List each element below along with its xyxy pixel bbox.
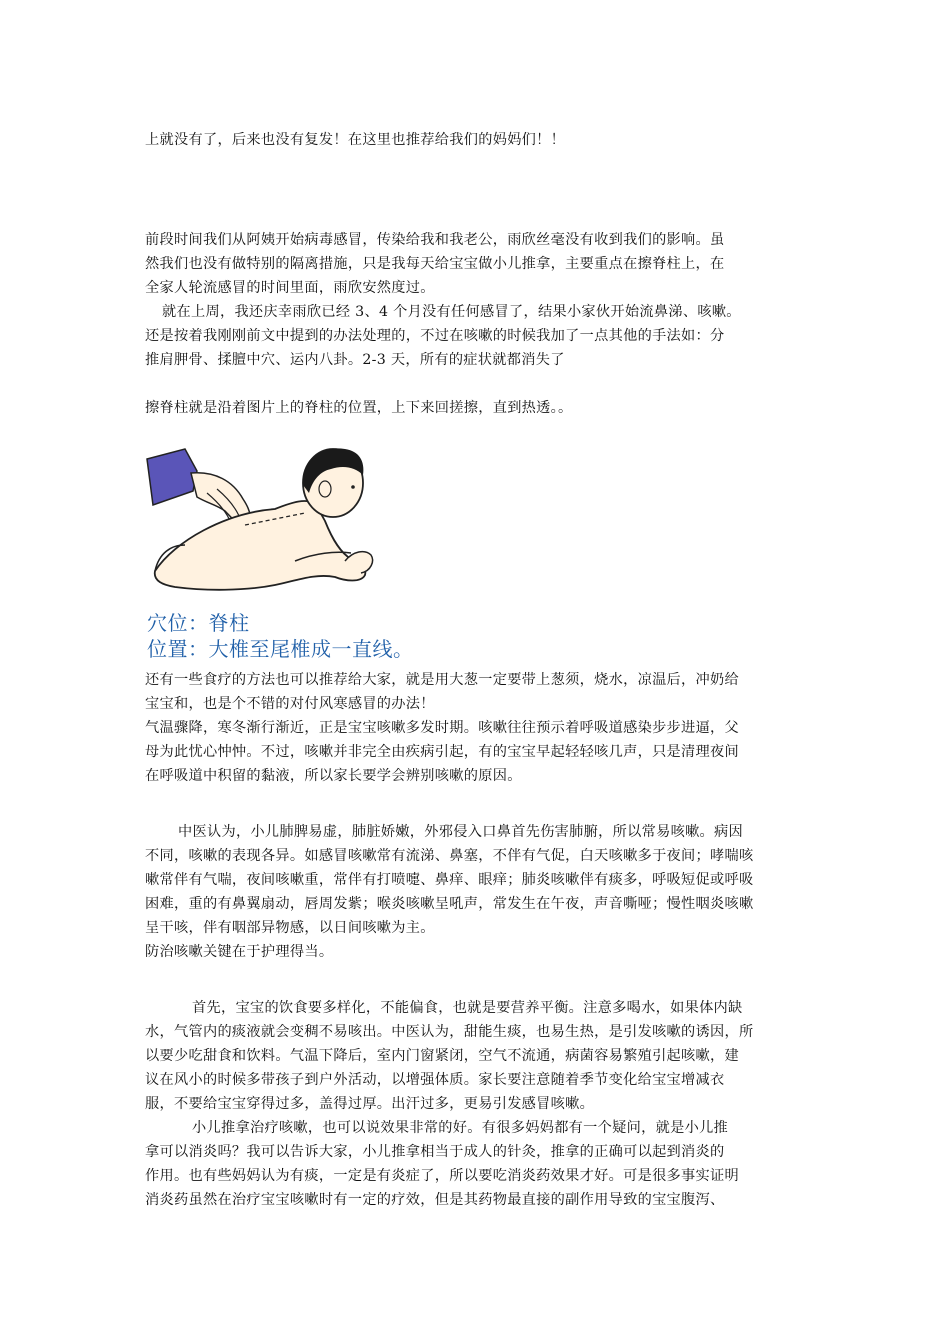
paragraph-line: 不同，咳嗽的表现各异。如感冒咳嗽常有流涕、鼻塞，不伴有气促，白天咳嗽多于夜间；哮喘咳 — [145, 848, 754, 864]
paragraph-line: 母为此忧心忡忡。不过，咳嗽并非完全由疾病引起，有的宝宝早起轻轻咳几声，只是清理夜间 — [145, 744, 739, 760]
paragraph-line: 擦脊柱就是沿着图片上的脊柱的位置，上下来回搓擦，直到热透。。 — [145, 400, 573, 416]
paragraph-line: 水，气管内的痰液就会变稠不易咳出。中医认为，甜能生痰，也易生热，是引发咳嗽的诱因，所 — [145, 1024, 754, 1040]
paragraph-line: 宝宝和，也是个不错的对付风寒感冒的办法！ — [145, 696, 435, 712]
paragraph-line: 首先，宝宝的饮食要多样化，不能偏食，也就是要营养平衡。注意多喝水，如果体内缺 — [192, 1000, 743, 1016]
paragraph-line: 还是按着我刚刚前文中提到的办法处理的，不过在咳嗽的时候我加了一点其他的手法如：分 — [145, 328, 725, 344]
paragraph-line: 嗽常伴有气喘，夜间咳嗽重，常伴有打喷嚏、鼻痒、眼痒；肺炎咳嗽伴有痰多，呼吸短促或呼吸 — [145, 872, 754, 888]
paragraph-line: 消炎药虽然在治疗宝宝咳嗽时有一定的疗效，但是其药物最直接的副作用导致的宝宝腹泻、 — [145, 1192, 725, 1208]
paragraph-line: 呈干咳，伴有咽部异物感，以日间咳嗽为主。 — [145, 920, 435, 936]
paragraph-line: 上就没有了，后来也没有复发！在这里也推荐给我们的妈妈们！！ — [145, 132, 566, 148]
paragraph-line: 以要少吃甜食和饮料。气温下降后，室内门窗紧闭，空气不流通，病菌容易繁殖引起咳嗽，建 — [145, 1048, 739, 1064]
paragraph-line: 困难，重的有鼻翼扇动，唇周发紫；喉炎咳嗽呈吼声，常发生在午夜，声音嘶哑；慢性咽炎咳嗽 — [145, 896, 754, 912]
paragraph-line: 作用。也有些妈妈认为有痰，一定是有炎症了，所以要吃消炎药效果才好。可是很多事实证明 — [145, 1168, 739, 1184]
paragraph-line: 议在风小的时候多带孩子到户外活动，以增强体质。家长要注意随着季节变化给宝宝增减衣 — [145, 1072, 725, 1088]
location-caption: 位置：大椎至尾椎成一直线。 — [147, 637, 414, 661]
paragraph-line: 拿可以消炎吗？我可以告诉大家，小儿推拿相当于成人的针灸，推拿的正确可以起到消炎的 — [145, 1144, 725, 1160]
paragraph-line: 中医认为，小儿肺脾易虚，肺脏娇嫩，外邪侵入口鼻首先伤害肺腑，所以常易咳嗽。病因 — [178, 824, 744, 840]
paragraph-line: 前段时间我们从阿姨开始病毒感冒，传染给我和我老公，雨欣丝毫没有收到我们的影响。虽 — [145, 232, 725, 248]
acupoint-caption: 穴位：脊柱 — [147, 611, 250, 635]
paragraph-line: 全家人轮流感冒的时间里面，雨欣安然度过。 — [145, 280, 435, 296]
paragraph-line: 气温骤降，寒冬渐行渐近，正是宝宝咳嗽多发时期。咳嗽往往预示着呼吸道感染步步进逼，父 — [145, 720, 739, 736]
paragraph-line: 就在上周，我还庆幸雨欣已经 3、4 个月没有任何感冒了，结果小家伙开始流鼻涕、咳嗽。 — [162, 304, 741, 320]
paragraph-line: 防治咳嗽关键在于护理得当。 — [145, 944, 334, 960]
paragraph-line: 服，不要给宝宝穿得过多，盖得过厚。出汗过多，更易引发感冒咳嗽。 — [145, 1096, 595, 1112]
paragraph-line: 然我们也没有做特别的隔离措施，只是我每天给宝宝做小儿推拿，主要重点在擦脊柱上，在 — [145, 256, 725, 272]
paragraph-line: 小儿推拿治疗咳嗽，也可以说效果非常的好。有很多妈妈都有一个疑问，就是小儿推 — [192, 1120, 729, 1136]
paragraph-line: 在呼吸道中积留的黏液，所以家长要学会辨别咳嗽的原因。 — [145, 768, 522, 784]
paragraph-line: 还有一些食疗的方法也可以推荐给大家，就是用大葱一定要带上葱须，烧水，凉温后，冲奶给 — [145, 672, 739, 688]
paragraph-line: 推肩胛骨、揉膻中穴、运内八卦。2-3 天，所有的症状就都消失了 — [145, 352, 565, 368]
